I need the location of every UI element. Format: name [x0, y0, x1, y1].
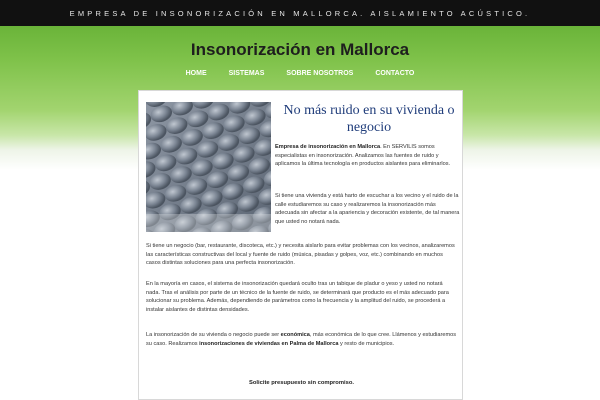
top-tagline-bar: [0, 0, 600, 26]
foam-photo-icon: [146, 102, 271, 232]
tagline-text: EMPRESA DE INSONORIZACIÓN EN MALLORCA. AISLAMIENTO ACÚSTICO.: [69, 8, 531, 18]
nav-item-home[interactable]: HOME: [185, 70, 207, 77]
company-strong: Empresa de insonorización en Mallorca: [275, 144, 381, 150]
sistema-paragraph: En la mayoría en casos, el sistema de insonorización quedará oculto tras un tabique de pladur o yeso y usted no notará nada. Tras el análisis por parte de un técnico de la fuente de ruido, se determinará que producto es el más adecuado para solucionar su problema. Además, dependiendo de parámetros como la frecuencia y la amplitud del ruido, se procederá a instalar aislantes de distintas densidades.: [146, 281, 449, 313]
p5-text-c: , más económica de lo que cree. Llámenos y estudiaremos su caso. Realizamos: [146, 332, 457, 347]
negocio-paragraph: Si tiene un negocio (bar, restaurante, discoteca, etc.) y necesita aislarlo para evitar problemas con los vecinos, analizaremos las características constructivas del local y fuente de ruido (música, pisadas y golpes, voz, etc.) combinando en muchos casos distintas soluciones para una perfecta insonorización.: [146, 243, 455, 267]
content-panel: [138, 90, 463, 400]
p5-strong-economica: económica: [280, 332, 310, 338]
vivienda-paragraph: Si tiene una vivienda y está harto de escuchar a los vecino y el ruido de la calle estudiaremos su caso y realizaremos la insonorización más adecuada sin afectar a la apariencia y decoración existente, de tal manera que usted no notará nada.: [275, 193, 460, 225]
acoustic-foam-image: [146, 102, 271, 232]
p5-text-e: y resto de municipios.: [338, 340, 395, 347]
site-title[interactable]: Insonorización en Mallorca: [190, 40, 410, 59]
quote-cta: Solicite presupuesto sin compromiso.: [248, 380, 354, 386]
nav-item-sistemas[interactable]: SISTEMAS: [228, 70, 265, 77]
intro-text: . En SERVILIS somos especialistas en insonorización. Analizamos las fuentes de ruido y aplicamos la última tecnología en productos aislantes para eliminarlos.: [275, 144, 451, 168]
intro-paragraph: [275, 143, 460, 169]
p5-strong-palma: insonorizaciones de viviendas en Palma de Mallorca: [199, 340, 339, 347]
nav-item-sobre-nosotros[interactable]: SOBRE NOSOTROS: [286, 70, 354, 77]
nav-item-contacto[interactable]: CONTACTO: [375, 70, 415, 77]
main-nav: [0, 70, 600, 77]
p5-text-a: La insonorización de su vivienda o negocio puede ser: [146, 332, 281, 338]
page-headline: No más ruido en su vivienda o negocio: [283, 103, 455, 135]
economica-paragraph: [146, 331, 458, 348]
